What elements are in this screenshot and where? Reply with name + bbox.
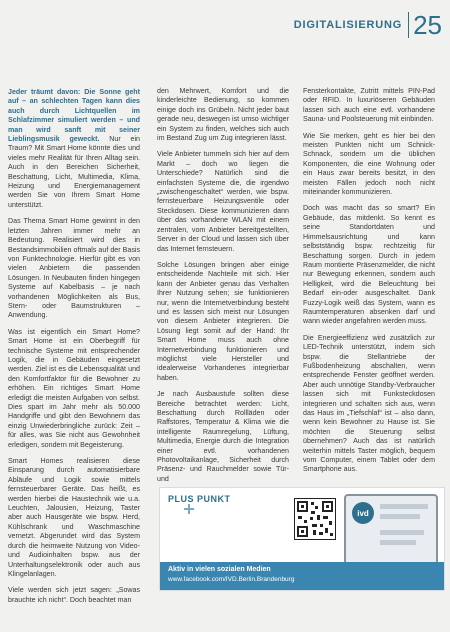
ad-url-link[interactable]: www.facebook.com/IVD.Berlin.Brandenburg	[168, 576, 295, 583]
paragraph-text: Nur ein Traum? Mit Smart Home könnte dies und vieles mehr Realität für Ihren Alltag sein. Auch in den Bereichen Sicherheit, Beschattung, Licht, Multimedia, Klima, Heizung und Energiemanagement werden Sie von Ihrem Smart Home unterstützt.	[8, 135, 140, 209]
paragraph: den Mehrwert, Komfort und die kinderleichte Bedienung, so kommen einige doch ins Grübeln. Nicht jeder baut gerade neu, deswegen ist umso wichtiger ein System zu finden, welches sich auch im Bestand Zug um Zug integrieren lässt.	[157, 87, 289, 143]
paragraph: Doch was macht das so smart? Ein Gebäude, das mitdenkt. So kennt es seine Standortdaten und Himmelsausrichtung und kann selbstständig bspw. rechtzeitig für Beschattung sorgen. Durch in jedem Raum montierte Präsenzmelder, die nicht nur Bewegung erkennen, sondern auch Helligkeit, wird die Beleuchtung bei Bedarf ein-oder ausgeschaltet. Dank Fuzzy-Logik weiß das System, wann es Raumtemperaturen absenken darf und wann wieder angefahren werden muss.	[303, 204, 435, 326]
article-column-1	[8, 88, 140, 612]
paragraph: Wie Sie merken, geht es hier bei den meisten Punkten nicht um Schnick-Schnack, sondern um die üblichen Komponenten, die eine Wohnung oder ein Haus zwar bereits besitzt, in den meisten Fällen jedoch noch nicht miteinander kommunizieren.	[303, 131, 435, 197]
article-column-2	[157, 87, 289, 491]
screen-line	[380, 530, 424, 535]
ad-tagline: Aktiv in vielen sozialen Medien	[168, 566, 271, 573]
qr-code-icon[interactable]	[294, 498, 336, 540]
paragraph: Was ist eigentlich ein Smart Home? Smart Home ist ein Oberbegriff für technische Systeme mit entsprechender Logik, die in Gebäuden eingesetzt werden. Ziel ist es die Lebensqualität und den Komfortfaktor für die Bewohner zu erhöhen. Ein richtiges Smart Home erledigt die meisten Aufgaben von selbst. Dies spart im Jahr mehr als 50.000 Handgriffe und gibt den Bewohnern das einzig Unwiederbringliche zurück: Zeit – für alles, was Sie nicht aus Gewohnheit erledigen, sondern mit Begeisterung.	[8, 327, 140, 449]
screen-line	[380, 540, 416, 545]
paragraph: Je nach Ausbaustufe sollten diese Bereiche betrachtet werden: Licht, Beschattung durch Rollläden oder Raffstores, Temperatur & Klima wie die intelligente Raumregelung, Lüftung, Multimedia, Energie durch die Integration einer evtl. vorhandenen Photovoltaikanlage, Sicherheit durch Präsenz- und Rauchmelder sowie Tür- und	[157, 390, 289, 483]
plus-icon	[184, 504, 194, 514]
paragraph	[8, 88, 140, 210]
screen-line	[380, 514, 420, 519]
paragraph: Viele Anbieter tummeln sich hier auf dem Markt – doch wo liegen die Unterschiede? Natürlich sind die einfachsten Systeme die, die irgendwo „zwischengeschaltet“ werden, wie bspw. fernsteuerbare Heizungsventile oder Steckdosen. Diese kommunizieren dann über das vorhandene WLAN mit einem zentralen, vom Anbieter bereitgestellten, Server in der Cloud und lassen sich über das Internet fernsteuern.	[157, 150, 289, 253]
ad-brand: PLUS PUNKT	[168, 494, 231, 504]
article-column-3	[303, 87, 435, 482]
paragraph: Die Energieeffizienz wird zusätzlich zur LED-Technik unterstützt, indem sich bspw. die Stellantriebe der Fußbodenheizung abschalten, wenn entsprechende Fenster geöffnet werden. Aber auch unnötige Standby-Verbraucher lassen sich mit Funksteckdosen integrieren und schalten sich aus, wenn das Haus im „Tiefschlaf“ ist – also dann, wenn kein Bewohner zu Hause ist. Sie möchten die Steuerung selbst übernehmen? Auch das ist natürlich weiterhin mittels Taster möglich, bequem vom Computer, einem Tablet oder dem Smartphone aus.	[303, 333, 435, 474]
paragraph: Fensterkontakte, Zutritt mittels PIN-Pad oder RFID. In luxuriöseren Gebäuden lassen sich auch eine evtl. vorhandene Sauna- und Poolsteuerung mit einbinden.	[303, 87, 435, 124]
section-title: DIGITALISIERUNG	[293, 19, 403, 31]
ad-footer-strip	[160, 562, 444, 590]
page-header	[294, 10, 442, 40]
paragraph: Smart Homes realisieren diese Einsparung durch automatisierbare Abläufe und Logik sowie mittels fernsteuerbarer Geräte. Das heißt, es werden hierbei die Haustechnik wie u.a. Leuchten, Jalousien, Heizung, Taster aber auch Hausgeräte wie bspw. Herd, Kühlschrank und Waschmaschine vernetzt. Abgerundet wird das System durch die heimweite Nutzung von Video- und Audioinhalten bspw. aus der Unterhaltungselektronik oder auch aus Klingelanlagen.	[8, 457, 140, 578]
paragraph: Viele werden sich jetzt sagen: „Sowas brauchte ich nicht“. Doch beachtet man	[8, 586, 140, 604]
paragraph: Solche Lösungen bringen aber einige entscheidende Nachteile mit sich. Hier kann der Anbieter genau das Verhalten Ihrer Nutzung sehen; sie funktionieren nur, wenn die Internetverbindung besteht und es lassen sich meist nur Lösungen von diesem Anbieter integrieren. Die Lösung liegt somit auf der Hand: Ihr Smart Home muss auch ohne Internetverbindung funktionieren und möglichst viele Hersteller und idealerweise Vorhandenes integrierbar haben.	[157, 260, 289, 382]
tablet-image	[344, 494, 438, 568]
paragraph: Das Thema Smart Home gewinnt in den letzten Jahren immer mehr an Bedeutung. Realisiert wird dies in Bestandsimmobilien oftmals auf der Basis von Funktechnologie. Hierfür gibt es von vielen Anbietern die passenden Lösungen. In Neubauten finden hingegen Systeme auf Kabelbasis – je nach vorhandenen Möglichkeiten als Bus, Stern- oder Baumstrukturen – Anwendung.	[8, 217, 140, 320]
lead-text: Jeder träumt davon: Die Sonne geht auf – an schlechten Tagen kann dies auch durch Lichtquellen im Schlafzimmer simuliert werden – und man wird sanft mit seiner Lieblingsmusik geweckt.	[8, 88, 140, 144]
advertisement-box	[159, 487, 445, 591]
ivd-logo: ivd	[352, 502, 374, 524]
screen-line	[380, 504, 428, 509]
page-number: 25	[408, 12, 442, 38]
